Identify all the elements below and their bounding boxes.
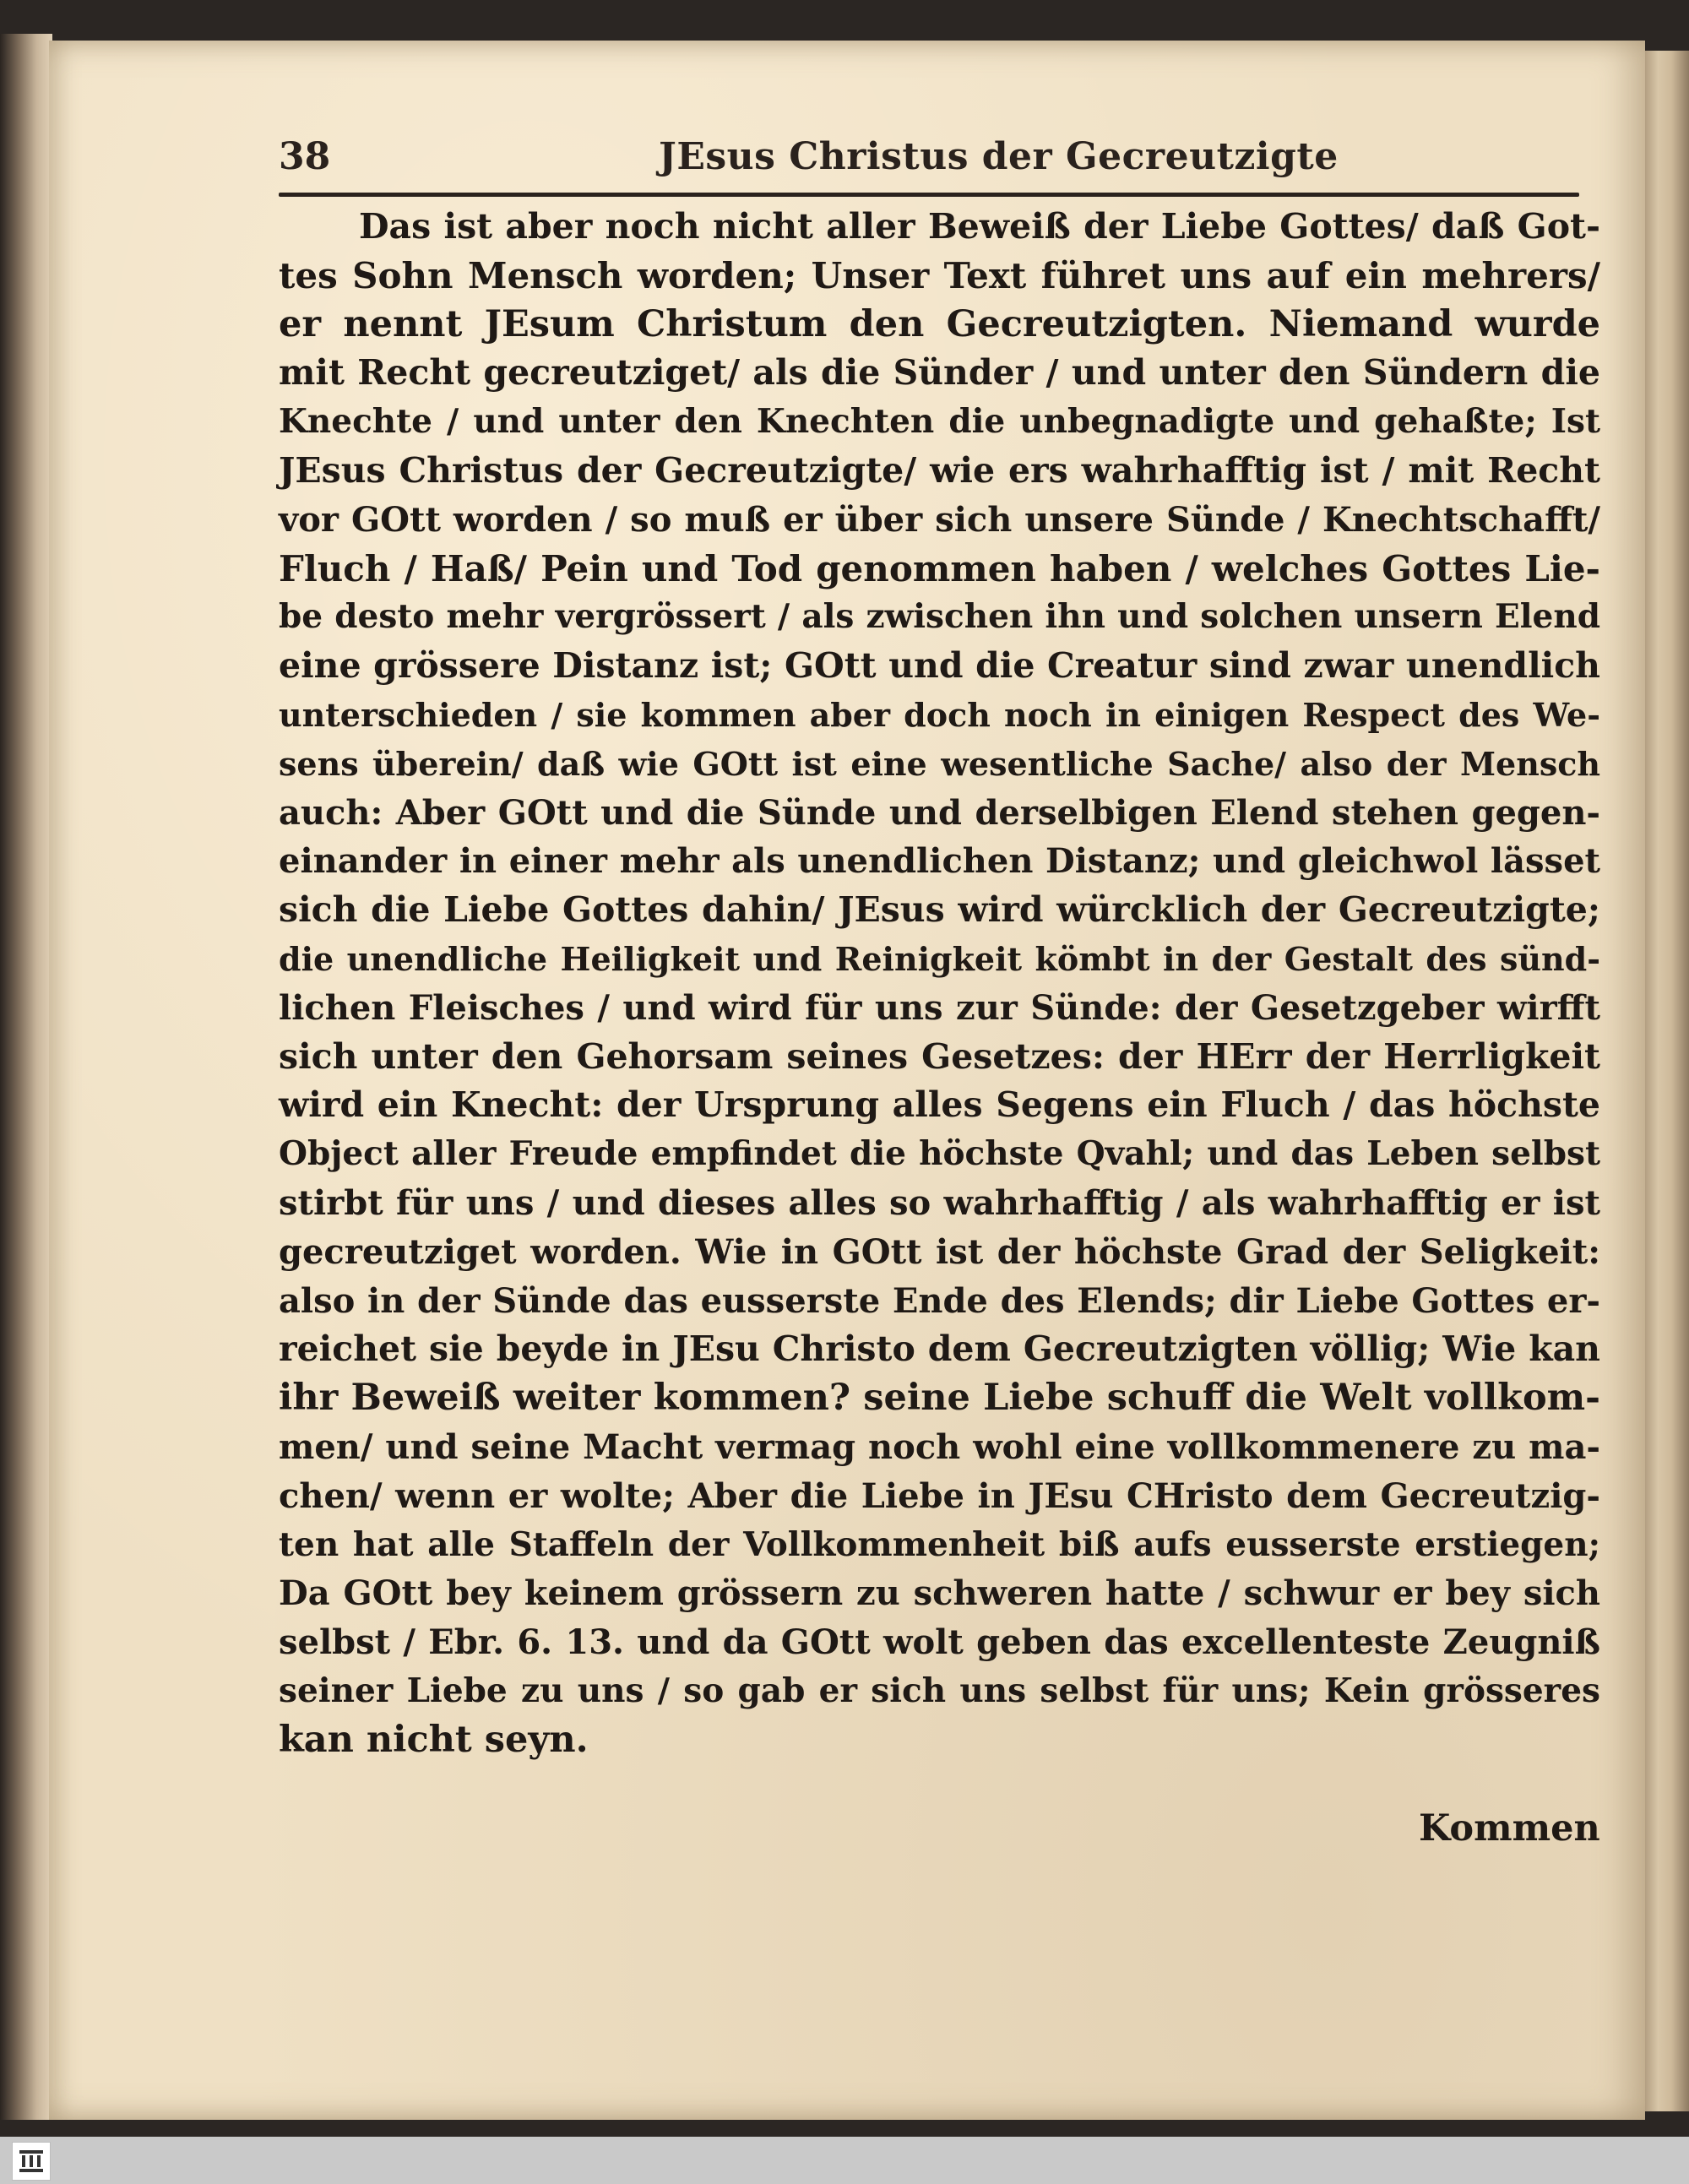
text-line: sens überein/ daß wie GOtt ist eine wesentliche Sache/ also der Mensch <box>279 744 1600 783</box>
head-rule <box>279 193 1579 197</box>
text-line: seiner Liebe zu uns / so gab er sich uns selbst für uns; Kein grösseres <box>279 1671 1600 1710</box>
text-line: ten hat alle Staffeln der Vollkommenheit biß aufs eusserste erstiegen; <box>279 1524 1600 1564</box>
book-spine-edge <box>0 34 52 2120</box>
catchword: Kommen <box>1419 1807 1600 1850</box>
viewer-footer-band <box>0 2137 1689 2184</box>
text-line: JEsus Christus der Gecreutzigte/ wie ers wahrhafftig ist / mit Recht <box>279 449 1600 491</box>
running-head <box>279 135 1588 186</box>
text-line: stirbt für uns / und dieses alles so wahrhafftig / als wahrhafftig er ist <box>279 1182 1600 1223</box>
text-line: lichen Fleisches / und wird für uns zur Sünde: der Gesetzgeber wirfft <box>279 987 1600 1028</box>
text-line: er nennt JEsum Christum den Gecreutzigten. Niemand wurde <box>279 302 1600 345</box>
text-line: ihr Beweiß weiter kommen? seine Liebe schuff die Welt vollkom- <box>279 1377 1600 1420</box>
text-line: die unendliche Heiligkeit und Reinigkeit kömbt in der Gestalt des sünd- <box>279 939 1600 978</box>
text-line: chen/ wenn er wolte; Aber die Liebe in JEsu CHristo dem Gecreutzig- <box>279 1475 1600 1516</box>
page-fore-edge <box>1645 51 1689 2111</box>
text-line: kan nicht seyn. <box>279 1718 589 1761</box>
library-logo-icon[interactable] <box>12 2142 51 2181</box>
text-line: reichet sie beyde in JEsu Christo dem Gecreutzigten völlig; Wie kan <box>279 1328 1600 1370</box>
text-line: selbst / Ebr. 6. 13. und da GOtt wolt geben das excellenteste Zeugniß <box>279 1622 1600 1663</box>
text-line: Knechte / und unter den Knechten die unbegnadigte und gehaßte; Ist <box>279 402 1600 442</box>
text-line: eine grössere Distanz ist; GOtt und die Creatur sind zwar unendlich <box>279 645 1600 687</box>
text-line: Fluch / Haß/ Pein und Tod genommen haben / welches Gottes Lie- <box>279 547 1600 589</box>
text-line: tes Sohn Mensch worden; Unser Text führet uns auf ein mehrers/ <box>279 254 1600 296</box>
text-line: einander in einer mehr als unendlichen Distanz; und gleichwol lässet <box>279 841 1600 882</box>
text-line: sich unter den Gehorsam seines Gesetzes: der HErr der Herrligkeit <box>279 1035 1600 1077</box>
text-line: auch: Aber GOtt und die Sünde und derselbigen Elend stehen gegen- <box>279 792 1600 833</box>
text-line: men/ und seine Macht vermag noch wohl eine vollkommenere zu ma- <box>279 1426 1600 1467</box>
text-line: Da GOtt bey keinem grössern zu schweren hatte / schwur er bey sich <box>279 1573 1600 1614</box>
text-line: wird ein Knecht: der Ursprung alles Segens ein Fluch / das höchste <box>279 1084 1600 1126</box>
page-number: 38 <box>279 135 331 178</box>
text-line: gecreutziget worden. Wie in GOtt ist der höchste Grad der Seligkeit: <box>279 1231 1600 1272</box>
running-head-title: JEsus Christus der Gecreutzigte <box>659 135 1339 178</box>
text-line: sich die Liebe Gottes dahin/ JEsus wird würcklich der Gecreutzigte; <box>279 889 1600 931</box>
text-line: Das ist aber noch nicht aller Beweiß der Liebe Gottes/ daß Got- <box>359 206 1600 247</box>
text-line: mit Recht gecreutziget/ als die Sünder / und unter den Sündern die <box>279 352 1600 394</box>
text-line: Object aller Freude empfindet die höchste Qvahl; und das Leben selbst <box>279 1134 1600 1174</box>
text-line: unterschieden / sie kommen aber doch noch in einigen Respect des We- <box>279 695 1600 734</box>
text-line: be desto mehr vergrössert / als zwischen ihn und solchen unsern Elend <box>279 597 1600 637</box>
body-text <box>279 203 1600 1765</box>
text-line: vor GOtt worden / so muß er über sich unsere Sünde / Knechtschafft/ <box>279 499 1600 540</box>
text-line: also in der Sünde das eusserste Ende des Elends; dir Liebe Gottes er- <box>279 1280 1600 1321</box>
